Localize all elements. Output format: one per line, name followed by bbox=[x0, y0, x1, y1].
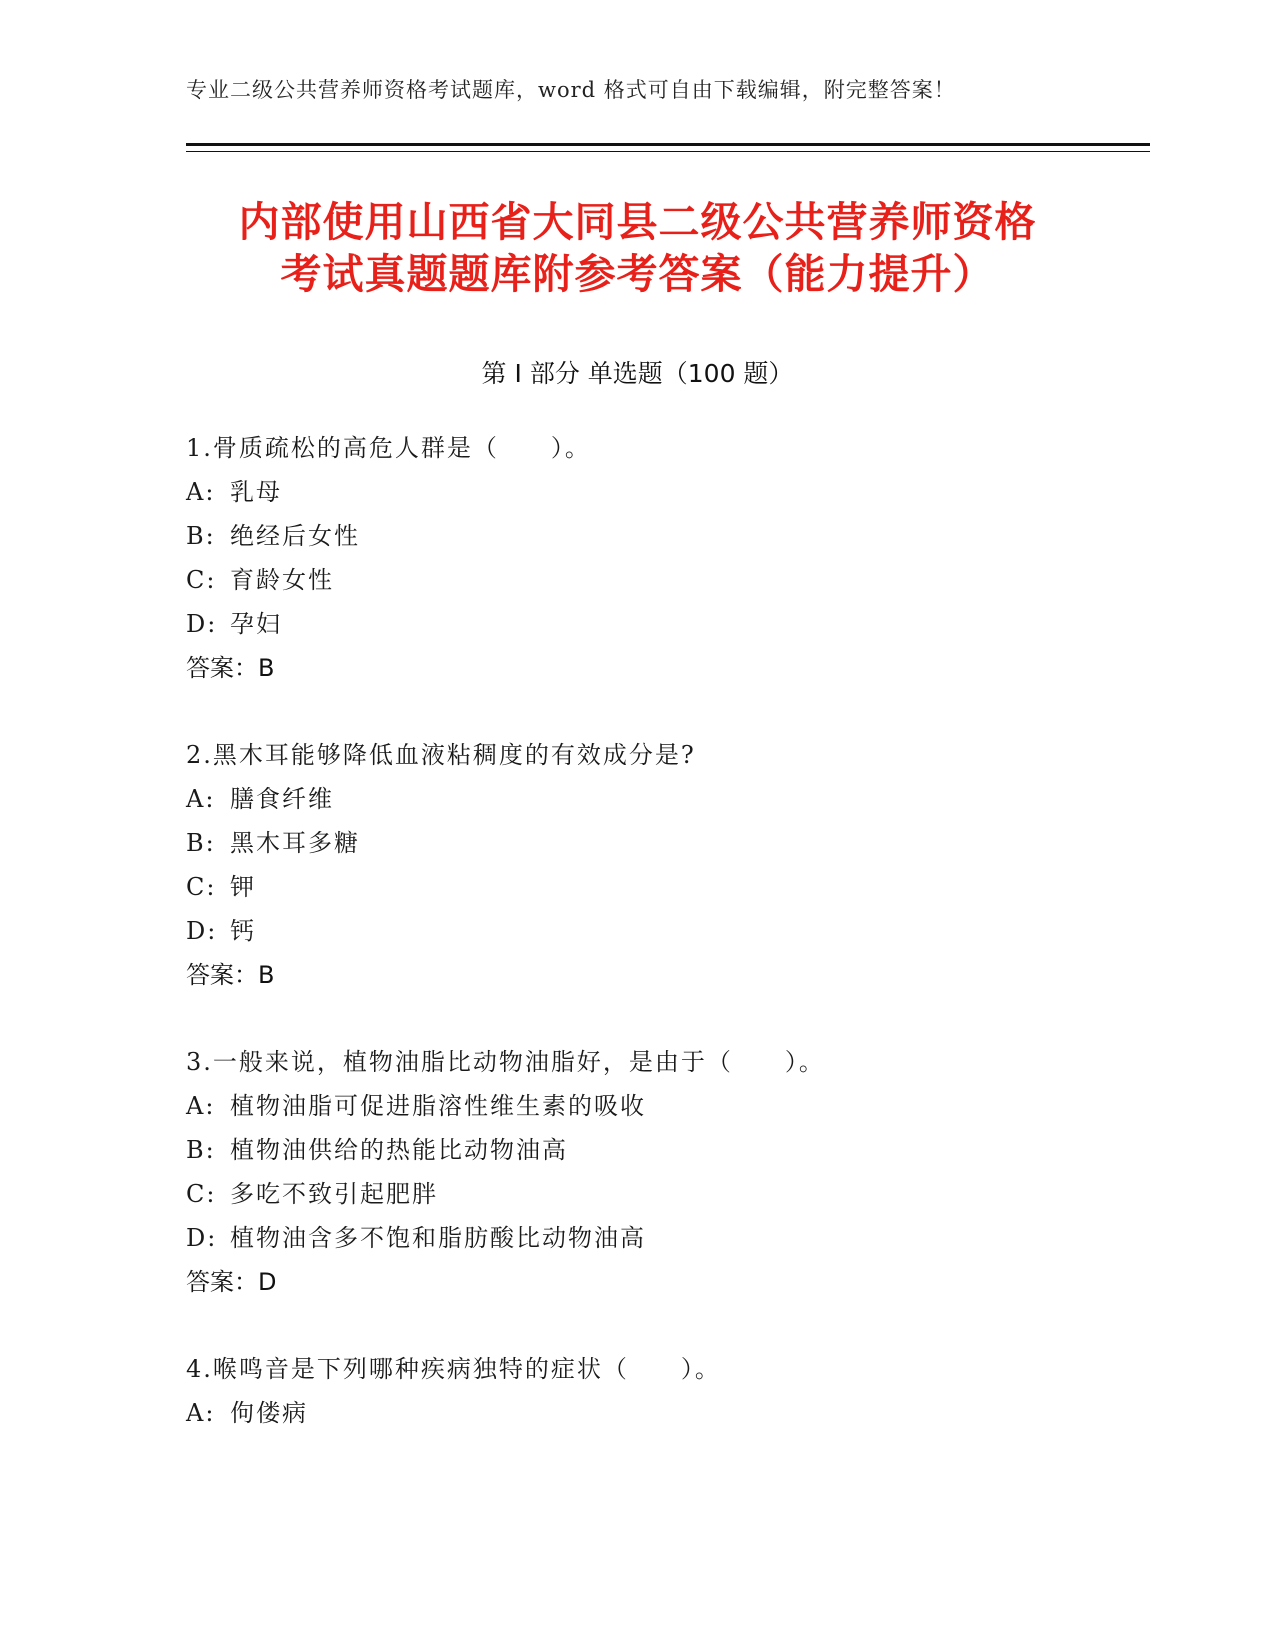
option-text: 钾 bbox=[230, 873, 256, 901]
question-1-stem: 1.骨质疏松的高危人群是（ ）。 bbox=[186, 434, 591, 462]
document-title bbox=[150, 196, 1125, 300]
question-2-option-b bbox=[186, 823, 360, 858]
option-text: 乳母 bbox=[230, 478, 282, 506]
option-text: 植物油供给的热能比动物油高 bbox=[230, 1136, 568, 1164]
question-1-option-d bbox=[186, 604, 282, 639]
option-key: C: bbox=[186, 1180, 217, 1208]
question-3-option-a bbox=[186, 1086, 646, 1121]
option-text: 钙 bbox=[230, 917, 256, 945]
option-key: A: bbox=[186, 478, 216, 506]
question-2-option-a bbox=[186, 779, 334, 814]
option-text: 膳食纤维 bbox=[230, 785, 334, 813]
question-3-option-c bbox=[186, 1174, 438, 1209]
option-key: D: bbox=[186, 610, 218, 638]
option-key: B: bbox=[186, 829, 216, 857]
option-key: C: bbox=[186, 566, 217, 594]
option-text: 孕妇 bbox=[230, 610, 282, 638]
header-note: 专业二级公共营养师资格考试题库，word 格式可自由下载编辑，附完整答案！ bbox=[186, 78, 956, 102]
option-text: 多吃不致引起肥胖 bbox=[230, 1180, 438, 1208]
question-1-option-c bbox=[186, 560, 334, 595]
question-3-answer: 答案：D bbox=[186, 1268, 277, 1296]
question-2-option-c bbox=[186, 867, 256, 902]
option-text: 佝偻病 bbox=[230, 1399, 308, 1427]
section-heading: 第 I 部分 单选题（100 题） bbox=[481, 359, 794, 388]
question-1-answer: 答案：B bbox=[186, 654, 275, 682]
document-title-line-2: 考试真题题库附参考答案（能力提升） bbox=[280, 250, 995, 298]
question-1-option-a bbox=[186, 472, 282, 507]
option-key: A: bbox=[186, 1399, 216, 1427]
header-rule-thin bbox=[186, 151, 1150, 152]
option-key: B: bbox=[186, 1136, 216, 1164]
option-key: B: bbox=[186, 522, 216, 550]
option-key: D: bbox=[186, 917, 218, 945]
option-key: D: bbox=[186, 1224, 218, 1252]
question-1-option-b bbox=[186, 516, 360, 551]
question-2-answer: 答案：B bbox=[186, 961, 275, 989]
question-3-option-d bbox=[186, 1218, 646, 1253]
option-text: 绝经后女性 bbox=[230, 522, 360, 550]
question-2-option-d bbox=[186, 911, 256, 946]
option-text: 植物油含多不饱和脂肪酸比动物油高 bbox=[230, 1224, 646, 1252]
option-text: 植物油脂可促进脂溶性维生素的吸收 bbox=[230, 1092, 646, 1120]
question-3-option-b bbox=[186, 1130, 568, 1165]
question-4-option-a bbox=[186, 1393, 308, 1428]
option-key: C: bbox=[186, 873, 217, 901]
header-rule-thick bbox=[186, 143, 1150, 146]
question-2-stem: 2.黑木耳能够降低血液粘稠度的有效成分是? bbox=[186, 741, 696, 769]
question-4-stem: 4.喉鸣音是下列哪种疾病独特的症状（ ）。 bbox=[186, 1355, 721, 1383]
option-text: 育龄女性 bbox=[230, 566, 334, 594]
question-3-stem: 3.一般来说，植物油脂比动物油脂好，是由于（ ）。 bbox=[186, 1048, 825, 1076]
option-text: 黑木耳多糖 bbox=[230, 829, 360, 857]
document-title-line-1: 内部使用山西省大同县二级公共营养师资格 bbox=[238, 198, 1037, 246]
option-key: A: bbox=[186, 785, 216, 813]
option-key: A: bbox=[186, 1092, 216, 1120]
